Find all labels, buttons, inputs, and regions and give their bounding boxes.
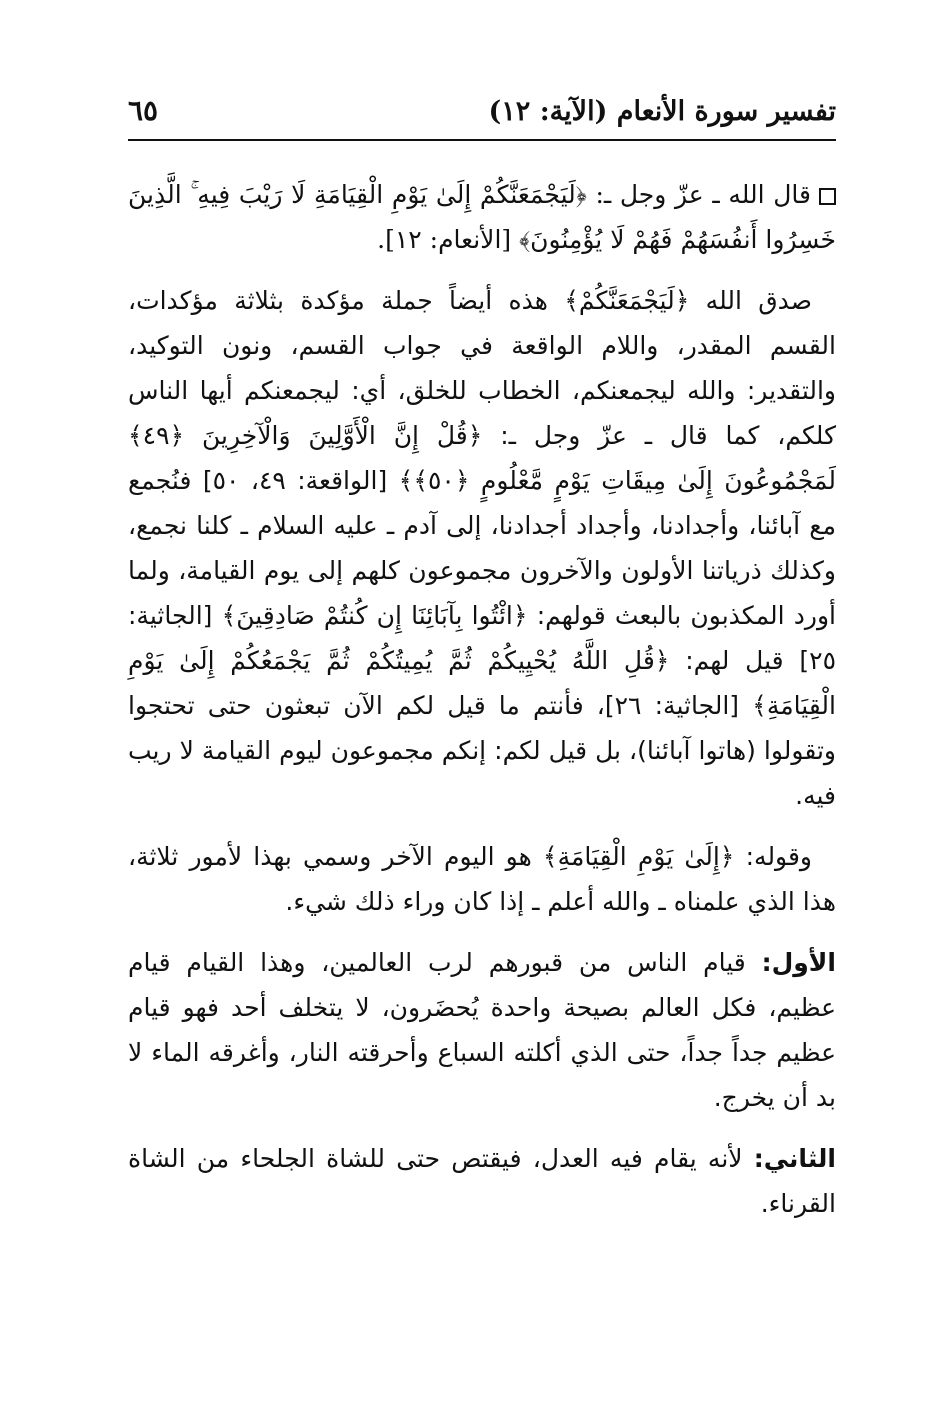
paragraph-first-reason: [128, 940, 836, 1120]
page-number: ٦٥: [128, 94, 159, 127]
second-reason-text: لأنه يقام فيه العدل، فيقتص حتى للشاة الجلحاء من الشاة القرناء.: [128, 1144, 836, 1218]
first-reason-label: الأول:: [761, 948, 836, 977]
first-reason-text: قيام الناس من قبورهم لرب العالمين، وهذا القيام قيام عظيم، فكل العالم بصيحة واحدة يُحضَرون، لا يتخلف أحد فهو قيام عظيم جداً جداً، حتى الذي أكلته السباع وأحرقته النار، وأغرقه الماء لا بد أن يخرج.: [128, 948, 836, 1112]
paragraph-verse-quote: [128, 172, 836, 262]
page-header: [128, 90, 836, 136]
paragraph-second-reason: [128, 1136, 836, 1226]
running-title: تفسير سورة الأنعام (الآية: ١٢): [488, 96, 836, 127]
header-divider: [128, 139, 836, 141]
paragraph-naming-reasons: وقوله: ﴿إِلَىٰ يَوْمِ الْقِيَامَةِ﴾ هو اليوم الآخر وسمي بهذا لأمور ثلاثة، هذا الذي علمناه ـ والله أعلم ـ إذا كان وراء ذلك شيء.: [128, 842, 836, 916]
verse-text: قال الله ـ عزّ وجل ـ: ﴿لَيَجْمَعَنَّكُمْ إِلَىٰ يَوْمِ الْقِيَامَةِ لَا رَيْبَ فِيهِ ۚ الَّذِينَ خَسِرُوا أَنفُسَهُمْ فَهُمْ لَا يُؤْمِنُونَ﴾ [الأنعام: ١٢].: [128, 180, 836, 254]
paragraph-commentary: صدق الله ﴿لَيَجْمَعَنَّكُمْ﴾ هذه أيضاً جملة مؤكدة بثلاثة مؤكدات، القسم المقدر، واللام الواقعة في جواب القسم، ونون التوكيد، والتقدير: والله ليجمعنكم، الخطاب للخلق، أي: ليجمعنكم أيها الناس كلكم، كما قال ـ عزّ وجل ـ: ﴿قُلْ إِنَّ الْأَوَّلِينَ وَالْآخِرِينَ ﴿٤٩﴾ لَمَجْمُوعُونَ إِلَىٰ مِيقَاتِ يَوْمٍ مَّعْلُومٍ ﴿٥٠﴾﴾ [الواقعة: ٤٩، ٥٠] فنُجمع مع آبائنا، وأجدادنا، وأجداد أجدادنا، إلى آدم ـ عليه السلام ـ كلنا نجمع، وكذلك ذرياتنا الأولون والآخرون مجموعون كلهم إلى يوم القيامة، ولما أورد المكذبون بالبعث قولهم: ﴿ائْتُوا بِآبَائِنَا إِن كُنتُمْ صَادِقِينَ﴾ [الجاثية: ٢٥] قيل لهم: ﴿قُلِ اللَّهُ يُحْيِيكُمْ ثُمَّ يُمِيتُكُمْ ثُمَّ يَجْمَعُكُمْ إِلَىٰ يَوْمِ الْقِيَامَةِ﴾ [الجاثية: ٢٦]، فأنتم ما قيل لكم الآن تبعثون حتى تحتجوا وتقولوا (هاتوا آبائنا)، بل قيل لكم: إنكم مجموعون ليوم القيامة لا ريب فيه.: [128, 286, 836, 810]
second-reason-label: الثاني:: [753, 1144, 836, 1173]
square-bullet-icon: [819, 188, 836, 205]
page-body: [128, 172, 836, 1239]
